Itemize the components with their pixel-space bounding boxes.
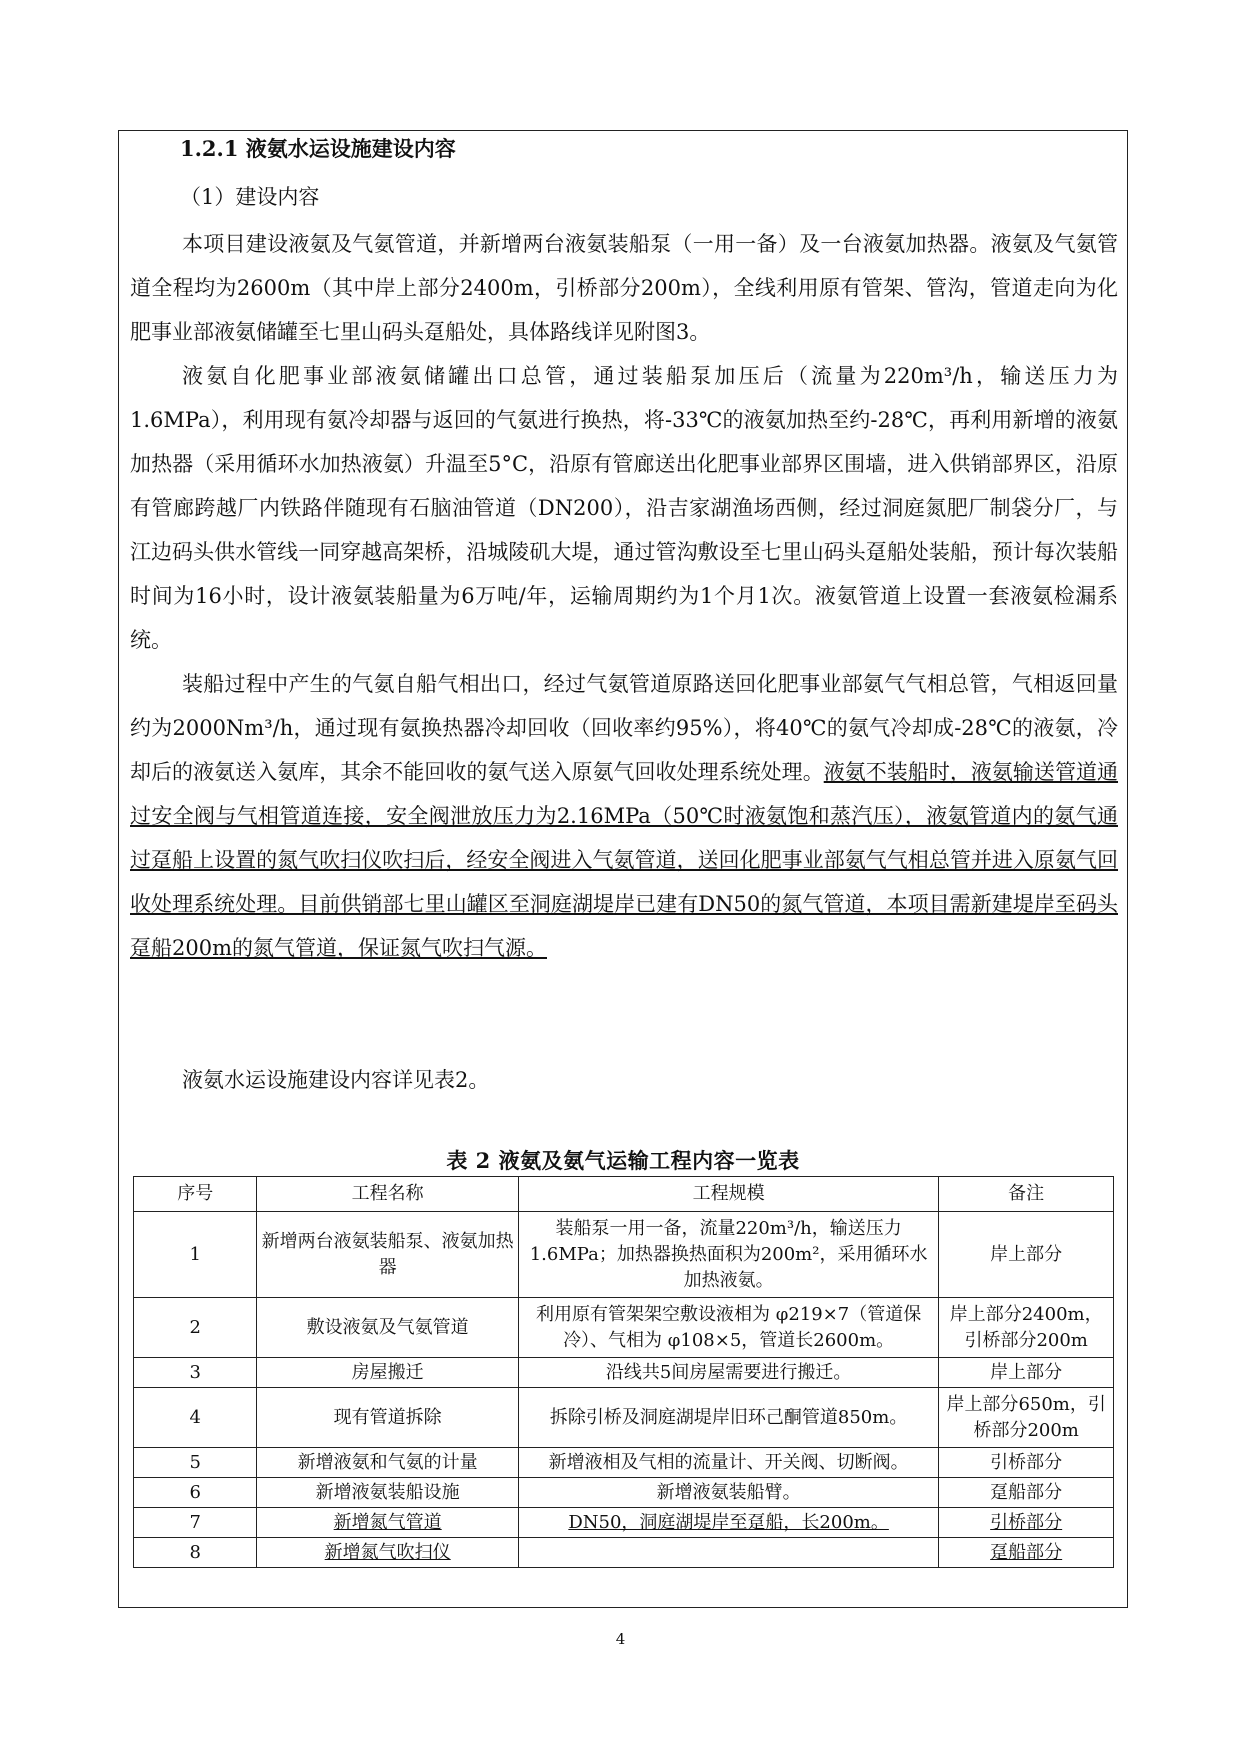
- cell-note: 引桥部分: [939, 1448, 1114, 1478]
- paragraph-3-underlined: 液氨不装船时，液氨输送管道通过安全阀与气相管道连接，安全阀泄放压力为2.16MPa（50℃时液氨饱和蒸汽压），液氨管道内的氨气通过趸船上设置的氮气吹扫仪吹扫后，经安全阀进入气氨管道，送回化肥事业部氨气气相总管并进入原氨气回收处理系统处理。目前供销部七里山罐区至洞庭湖堤岸已建有DN50的氮气管道，本项目需新建堤岸至码头趸船200m的氮气管道，保证氮气吹扫气源。: [130, 760, 1119, 960]
- cell-name: 新增氮气管道: [257, 1508, 518, 1538]
- cell-no: 8: [134, 1538, 257, 1568]
- table-row: [134, 1358, 1114, 1388]
- table-row: [134, 1448, 1114, 1478]
- cell-no: 7: [134, 1508, 257, 1538]
- cell-scale: 利用原有管架架空敷设液相为 φ219×7（管道保冷）、气相为 φ108×5，管道长2600m。: [518, 1298, 938, 1358]
- cell-name: 新增液氨装船设施: [257, 1478, 518, 1508]
- paragraph-3: [130, 662, 1118, 970]
- cell-note: 趸船部分: [939, 1478, 1114, 1508]
- cell-note: 趸船部分: [939, 1538, 1114, 1568]
- col-header-no: 序号: [134, 1177, 257, 1212]
- paragraph-3-text: 装船过程中产生的气氨自船气相出口，经过气氨管道原路送回化肥事业部氨气气相总管，气相返回量约为2000Nm³/h，通过现有氨换热器冷却回收（回收率约95%），将40℃的氨气冷却成-28℃的液氨，冷却后的液氨送入氨库，其余不能回收的氨气送入原氨气回收处理系统处理。: [130, 672, 1118, 784]
- table-row: [134, 1538, 1114, 1568]
- cell-name: 现有管道拆除: [257, 1388, 518, 1448]
- cell-note: 岸上部分2400m，引桥部分200m: [939, 1298, 1114, 1358]
- cell-note: 岸上部分: [939, 1358, 1114, 1388]
- cell-no: 6: [134, 1478, 257, 1508]
- cell-no: 5: [134, 1448, 257, 1478]
- paragraph-4: 液氨水运设施建设内容详见表2。: [182, 1068, 490, 1092]
- cell-name: 房屋搬迁: [257, 1358, 518, 1388]
- cell-no: 1: [134, 1212, 257, 1298]
- cell-scale: DN50，洞庭湖堤岸至趸船，长200m。: [518, 1508, 938, 1538]
- table-header-row: [134, 1177, 1114, 1212]
- section-heading: 1.2.1 液氨水运设施建设内容: [180, 136, 456, 161]
- cell-scale: 新增液氨装船臂。: [518, 1478, 938, 1508]
- cell-note: 引桥部分: [939, 1508, 1114, 1538]
- cell-name: 新增两台液氨装船泵、液氨加热器: [257, 1212, 518, 1298]
- cell-note: 岸上部分650m，引桥部分200m: [939, 1388, 1114, 1448]
- cell-name: 敷设液氨及气氨管道: [257, 1298, 518, 1358]
- subheading: （1）建设内容: [180, 185, 320, 209]
- table-row: [134, 1388, 1114, 1448]
- cell-no: 2: [134, 1298, 257, 1358]
- cell-scale: 拆除引桥及洞庭湖堤岸旧环己酮管道850m。: [518, 1388, 938, 1448]
- cell-scale: [518, 1538, 938, 1568]
- table-caption: 表 2 液氨及氨气运输工程内容一览表: [446, 1148, 800, 1173]
- col-header-scale: 工程规模: [518, 1177, 938, 1212]
- cell-scale: 装船泵一用一备，流量220m³/h，输送压力1.6MPa；加热器换热面积为200m²，采用循环水加热液氨。: [518, 1212, 938, 1298]
- page-number: 4: [615, 1630, 626, 1648]
- project-table: [133, 1176, 1114, 1568]
- paragraph-1: 本项目建设液氨及气氨管道，并新增两台液氨装船泵（一用一备）及一台液氨加热器。液氨及气氨管道全程均为2600m（其中岸上部分2400m，引桥部分200m），全线利用原有管架、管沟，管道走向为化肥事业部液氨储罐至七里山码头趸船处，具体路线详见附图3。: [130, 232, 1118, 344]
- cell-no: 4: [134, 1388, 257, 1448]
- table-row: [134, 1212, 1114, 1298]
- cell-name: 新增氮气吹扫仪: [257, 1538, 518, 1568]
- cell-no: 3: [134, 1358, 257, 1388]
- table-row: [134, 1508, 1114, 1538]
- paragraph-2: 液氨自化肥事业部液氨储罐出口总管，通过装船泵加压后（流量为220m³/h，输送压力为1.6MPa），利用现有氨冷却器与返回的气氨进行换热，将-33℃的液氨加热至约-28℃，再利用新增的液氨加热器（采用循环水加热液氨）升温至5°C，沿原有管廊送出化肥事业部界区围墙，进入供销部界区，沿原有管廊跨越厂内铁路伴随现有石脑油管道（DN200），沿吉家湖渔场西侧，经过洞庭氮肥厂制袋分厂，与江边码头供水管线一同穿越高架桥，沿城陵矶大堤，通过管沟敷设至七里山码头趸船处装船，预计每次装船时间为16小时，设计液氨装船量为6万吨/年，运输周期约为1个月1次。液氨管道上设置一套液氨检漏系统。: [130, 364, 1118, 652]
- cell-scale: 沿线共5间房屋需要进行搬迁。: [518, 1358, 938, 1388]
- table-row: [134, 1478, 1114, 1508]
- cell-note: 岸上部分: [939, 1212, 1114, 1298]
- cell-scale: 新增液相及气相的流量计、开关阀、切断阀。: [518, 1448, 938, 1478]
- col-header-name: 工程名称: [257, 1177, 518, 1212]
- col-header-note: 备注: [939, 1177, 1114, 1212]
- table-row: [134, 1298, 1114, 1358]
- cell-name: 新增液氨和气氨的计量: [257, 1448, 518, 1478]
